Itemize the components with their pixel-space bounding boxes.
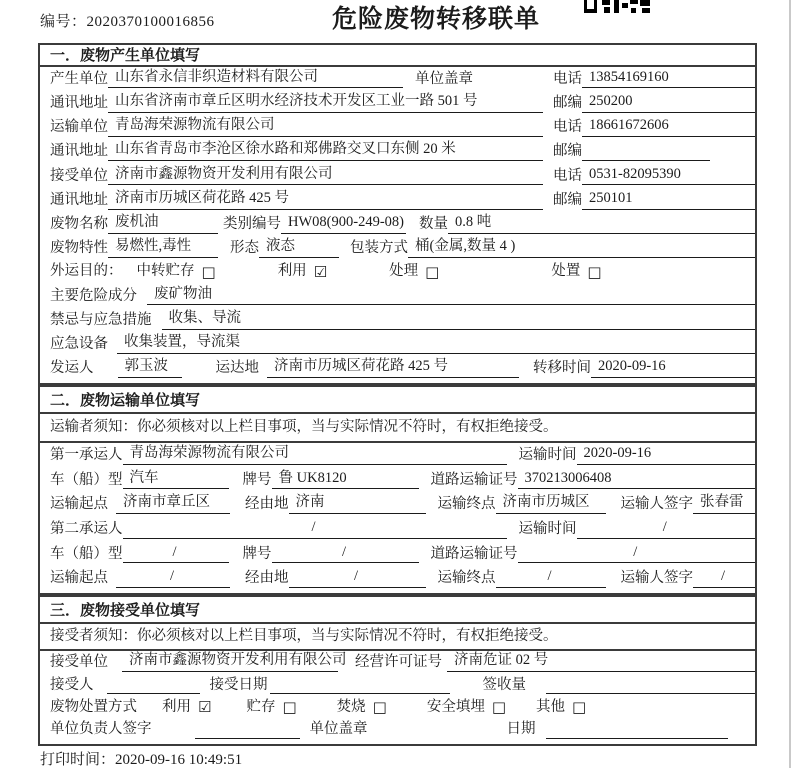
hazard-label: 主要危险成分 <box>50 287 137 304</box>
route1-via-label: 经由地 <box>245 496 289 513</box>
route2-via-value: / <box>289 568 426 588</box>
producer-addr-label: 通讯地址 <box>50 94 108 111</box>
producer-phone-value: 13854169160 <box>582 69 755 89</box>
row-route2 <box>40 566 755 591</box>
transporter-addr-label: 通讯地址 <box>50 143 108 160</box>
transporter-label: 运输单位 <box>50 119 108 136</box>
road-permit1-value: 370213006408 <box>518 470 756 490</box>
waste-code-value: HW08(900-249-08) <box>281 214 406 234</box>
row-waste-name <box>40 213 755 237</box>
section2-content <box>40 443 755 591</box>
page-title: 危险废物转移联单 <box>332 5 541 33</box>
row-transporter-address <box>40 140 755 164</box>
manifest-form <box>38 43 757 746</box>
section-producer <box>38 43 757 385</box>
dispatcher-value: 郭玉波 <box>118 358 182 378</box>
signer-value <box>195 721 300 739</box>
signer-label: 单位负责人签字 <box>50 721 152 738</box>
road-permit2-label: 道路运输证号 <box>430 545 518 562</box>
row-accept-unit <box>40 651 755 675</box>
receiver-value: 济南市鑫源物资开发利用有限公司 <box>108 166 543 186</box>
disposal-opt-store: 贮存 <box>246 699 276 716</box>
road-permit1-label: 道路运输证号 <box>430 471 518 488</box>
receiver-addr-value: 济南市历城区荷花路 425 号 <box>108 190 543 210</box>
plate1-value: 鲁 UK8120 <box>272 470 419 490</box>
vehicle2-value: / <box>123 544 229 564</box>
route1-sign-label: 运输人签字 <box>620 496 693 513</box>
receipt-qty-value <box>546 676 755 694</box>
transfer-time-label: 转移时间 <box>533 360 591 377</box>
section3-notice: 接受者须知：你必须核对以上栏目事项，当与实际情况不符时，有权拒绝接受。 <box>40 624 755 651</box>
emergency-value: 收集、导流 <box>162 310 756 330</box>
license-label: 经营许可证号 <box>355 654 442 671</box>
acceptor-label: 接受人 <box>50 676 94 693</box>
disposal-checkbox-other: □ <box>572 698 587 717</box>
transporter-phone-value: 18661672606 <box>582 117 755 137</box>
destination-value: 济南市历城区荷花路 425 号 <box>267 358 519 378</box>
purpose-checkbox-transfer: □ <box>201 262 216 281</box>
row-waste-traits <box>40 237 755 261</box>
carrier2-value: / <box>123 519 507 539</box>
accept-date-value <box>270 676 450 694</box>
destination-label: 运达地 <box>215 360 259 377</box>
serial-value: 2020370100016856 <box>86 14 215 30</box>
disposal-opt-incinerate: 焚烧 <box>336 699 366 716</box>
producer-phone-label: 电话 <box>553 70 582 87</box>
receiver-zip-label: 邮编 <box>553 191 582 208</box>
route1-start-value: 济南市章丘区 <box>116 494 230 514</box>
route1-via-value: 济南 <box>289 494 426 514</box>
transporter-zip-value <box>582 143 710 161</box>
route1-start-label: 运输起点 <box>50 496 108 513</box>
transfer-time-value: 2020-09-16 <box>591 358 755 378</box>
license-value: 济南危证 02 号 <box>447 652 755 672</box>
purpose-opt-transfer: 中转贮存 <box>136 263 195 280</box>
row-hazard <box>40 284 755 308</box>
vehicle1-label: 车（船）型 <box>50 471 123 488</box>
section-receiver <box>38 595 757 746</box>
route2-sign-label: 运输人签字 <box>620 570 693 587</box>
section2-notice: 运输者须知：你必须核对以上栏目事项，当与实际情况不符时，有权拒绝接受。 <box>40 414 755 443</box>
disposal-checkbox-store: □ <box>282 698 297 717</box>
producer-zip-value: 250200 <box>582 93 755 113</box>
waste-name-label: 废物名称 <box>50 216 108 233</box>
row-producer-address <box>40 91 755 115</box>
producer-addr-value: 山东省济南市章丘区明水经济技术开发区工业一路 501 号 <box>108 93 543 113</box>
receiver-addr-label: 通讯地址 <box>50 191 108 208</box>
row-disposal <box>40 697 755 720</box>
section2-header: 二．废物运输单位填写 <box>40 387 755 414</box>
sign-date-label: 日期 <box>506 721 536 738</box>
purpose-opt-treat: 处理 <box>389 263 419 280</box>
section-transporter <box>38 385 757 595</box>
disposal-label: 废物处置方式 <box>50 699 137 716</box>
row-route1 <box>40 492 755 517</box>
form-value: 液态 <box>259 238 339 258</box>
row-receiver <box>40 164 755 188</box>
plate1-label: 牌号 <box>242 471 272 488</box>
row-signature <box>40 720 755 742</box>
carrier1-value: 青岛海荣源物流有限公司 <box>123 445 507 465</box>
pack-label: 包装方式 <box>350 240 408 257</box>
carrier1-time-value: 2020-09-16 <box>577 445 756 465</box>
purpose-opt-dispose: 处置 <box>551 263 581 280</box>
print-time-label: 打印时间： <box>40 752 116 768</box>
row-equipment <box>40 333 755 357</box>
purpose-checkbox-utilize: ☑ <box>313 262 328 281</box>
carrier2-time-value: / <box>577 519 756 539</box>
waste-qty-value: 0.8 吨 <box>448 214 755 234</box>
route2-start-value: / <box>116 568 230 588</box>
accept-unit-label: 接受单位 <box>50 654 108 671</box>
row-producer <box>40 67 755 91</box>
transporter-phone-label: 电话 <box>553 119 582 136</box>
receiver-zip-value: 250101 <box>582 190 755 210</box>
section1-header: 一．废物产生单位填写 <box>40 45 755 67</box>
print-time-value: 2020-09-16 10:49:51 <box>115 752 243 768</box>
route2-end-label: 运输终点 <box>437 570 496 587</box>
disposal-checkbox-utilize: ☑ <box>198 698 212 717</box>
route2-start-label: 运输起点 <box>50 570 108 587</box>
purpose-checkbox-treat: □ <box>425 262 440 281</box>
purpose-label: 外运目的： <box>50 263 123 280</box>
row-carrier1 <box>40 443 755 468</box>
route1-end-label: 运输终点 <box>437 496 496 513</box>
traits-label: 废物特性 <box>50 240 108 257</box>
row-carrier2 <box>40 517 755 542</box>
producer-label: 产生单位 <box>50 70 108 87</box>
plate2-label: 牌号 <box>242 545 272 562</box>
carrier2-time-label: 运输时间 <box>518 521 577 537</box>
accept-date-label: 接受日期 <box>209 676 268 693</box>
emergency-label: 禁忌与应急措施 <box>50 311 152 328</box>
acceptor-value <box>107 676 200 694</box>
row-vehicle1 <box>40 468 755 493</box>
dispatcher-label: 发运人 <box>50 360 94 377</box>
equipment-value: 收集装置，导流渠 <box>117 334 755 354</box>
route2-end-value: / <box>496 568 606 588</box>
receipt-qty-label: 签收量 <box>482 676 526 693</box>
route1-sign-value: 张春雷 <box>693 494 755 514</box>
receiver-phone-label: 电话 <box>553 167 582 184</box>
transporter-zip-label: 邮编 <box>553 143 582 160</box>
row-dispatch <box>40 357 755 381</box>
disposal-opt-landfill: 安全填埋 <box>426 699 485 716</box>
disposal-opt-utilize: 利用 <box>162 699 191 716</box>
disposal-opt-other: 其他 <box>536 699 566 716</box>
carrier2-label: 第二承运人 <box>50 521 123 537</box>
unit-seal-label: 单位盖章 <box>309 721 368 738</box>
receiver-label: 接受单位 <box>50 167 108 184</box>
road-permit2-value: / <box>518 544 756 564</box>
row-vehicle2 <box>40 542 755 567</box>
serial-label: 编号： <box>40 14 87 30</box>
section3-header: 三．废物接受单位填写 <box>40 597 755 624</box>
route2-via-label: 经由地 <box>245 570 289 587</box>
waste-code-label: 类别编号 <box>223 216 281 233</box>
print-time-line <box>40 751 242 769</box>
producer-zip-label: 邮编 <box>553 94 582 111</box>
vehicle1-value: 汽车 <box>123 470 229 490</box>
qr-code-fragment <box>584 0 650 13</box>
producer-seal-label: 单位盖章 <box>415 70 473 87</box>
section3-content <box>40 651 755 742</box>
row-purpose <box>40 261 755 284</box>
vehicle2-label: 车（船）型 <box>50 545 123 562</box>
waste-qty-label: 数量 <box>419 216 448 233</box>
sign-date-value <box>546 721 729 739</box>
purpose-opt-utilize: 利用 <box>277 263 307 280</box>
producer-value: 山东省永信非织造材料有限公司 <box>108 69 403 89</box>
carrier1-time-label: 运输时间 <box>518 446 577 463</box>
carrier1-label: 第一承运人 <box>50 446 123 463</box>
row-emergency <box>40 308 755 332</box>
receiver-phone-value: 0531-82095390 <box>582 166 755 186</box>
equipment-label: 应急设备 <box>50 336 108 353</box>
disposal-checkbox-incinerate: □ <box>372 698 387 717</box>
accept-unit-value: 济南市鑫源物资开发利用有限公司 <box>122 652 338 672</box>
form-label: 形态 <box>230 240 259 257</box>
row-acceptor <box>40 675 755 697</box>
row-receiver-address <box>40 188 755 212</box>
page-edge-line <box>789 0 791 768</box>
purpose-checkbox-dispose: □ <box>587 262 602 281</box>
transporter-addr-value: 山东省青岛市李沧区徐水路和郑佛路交叉口东侧 20 米 <box>108 141 543 161</box>
traits-value: 易燃性,毒性 <box>108 238 218 258</box>
section1-content <box>40 67 755 381</box>
serial-number-line <box>40 13 215 31</box>
row-transporter <box>40 116 755 140</box>
route1-end-value: 济南市历城区 <box>496 494 606 514</box>
disposal-checkbox-landfill: □ <box>491 698 507 717</box>
hazard-value: 废矿物油 <box>147 286 755 306</box>
pack-value: 桶(金属,数量 4 ) <box>408 238 755 258</box>
transporter-value: 青岛海荣源物流有限公司 <box>108 117 543 137</box>
waste-name-value: 废机油 <box>108 214 218 234</box>
plate2-value: / <box>272 544 419 564</box>
route2-sign-value: / <box>693 568 755 588</box>
